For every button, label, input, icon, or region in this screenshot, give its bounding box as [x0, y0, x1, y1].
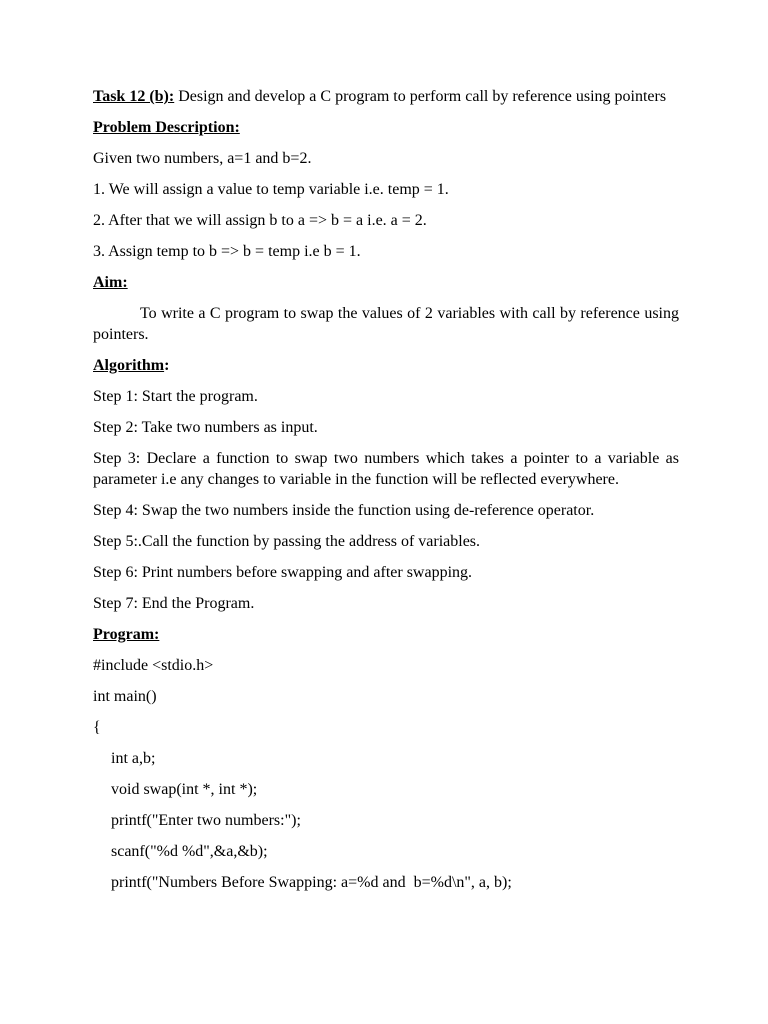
code-line: printf("Enter two numbers:");	[111, 812, 301, 829]
algorithm-step: Step 4: Swap the two numbers inside the function using de-reference operator.	[93, 502, 595, 519]
task-label: Task 12 (b):	[93, 88, 175, 105]
code-line: printf("Numbers Before Swapping: a=%d and b=%d\n", a, b);	[111, 874, 512, 891]
aim-text: To write a C program to swap the values of 2 variables with call by reference using pointers.	[93, 305, 679, 343]
code-line: {	[93, 719, 101, 736]
task-line	[93, 86, 679, 107]
algorithm-step: Step 6: Print numbers before swapping and after swapping.	[93, 564, 473, 581]
algorithm-step: Step 7: End the Program.	[93, 595, 255, 612]
problem-line: 3. Assign temp to b => b = temp i.e b = 1.	[93, 243, 361, 260]
problem-heading: Problem Description:	[93, 119, 240, 136]
problem-heading-line	[93, 117, 679, 138]
algorithm-step: Step 5:.Call the function by passing the address of variables.	[93, 533, 481, 550]
aim-heading: Aim:	[93, 274, 128, 291]
problem-line: Given two numbers, a=1 and b=2.	[93, 150, 312, 167]
code-line: int main()	[93, 688, 157, 705]
code-line: void swap(int *, int *);	[111, 781, 258, 798]
problem-line: 2. After that we will assign b to a => b = a i.e. a = 2.	[93, 212, 427, 229]
algorithm-colon: :	[164, 357, 170, 374]
problem-line: 1. We will assign a value to temp variable i.e. temp = 1.	[93, 181, 449, 198]
algorithm-step: Step 3: Declare a function to swap two numbers which takes a pointer to a variable as parameter i.e any changes to variable in the function will be reflected everywhere.	[93, 450, 679, 488]
algorithm-heading-line	[93, 355, 679, 376]
algorithm-step: Step 1: Start the program.	[93, 388, 258, 405]
code-line: #include <stdio.h>	[93, 657, 214, 674]
code-line: scanf("%d %d",&a,&b);	[111, 843, 268, 860]
aim-heading-line	[93, 272, 679, 293]
program-heading: Program:	[93, 626, 160, 643]
task-title: Design and develop a C program to perform call by reference using pointers	[174, 88, 667, 105]
document-page	[93, 86, 679, 903]
program-heading-line	[93, 624, 679, 645]
algorithm-heading: Algorithm	[93, 357, 165, 374]
algorithm-step: Step 2: Take two numbers as input.	[93, 419, 318, 436]
code-line: int a,b;	[111, 750, 156, 767]
